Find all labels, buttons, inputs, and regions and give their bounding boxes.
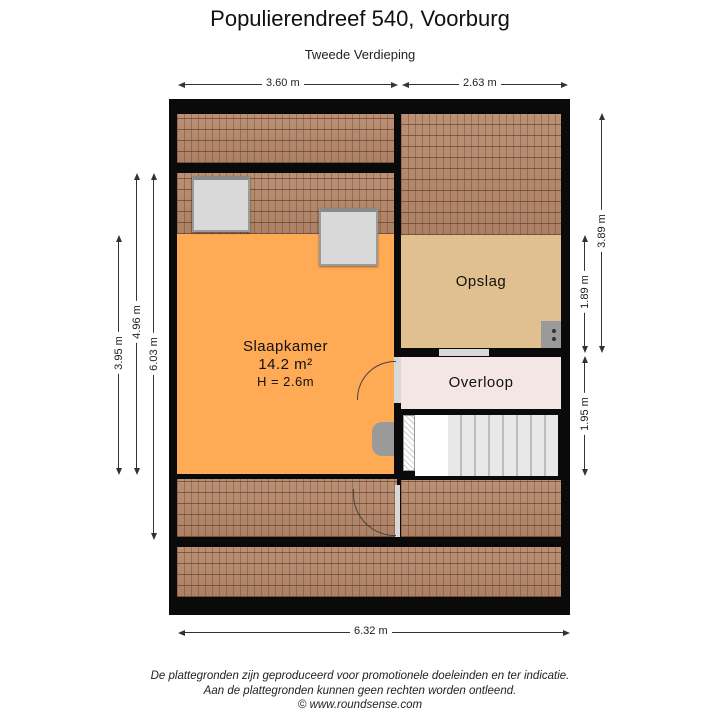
dimension-top-left [178,77,398,89]
arrow-up-icon [582,356,588,363]
staircase [415,415,558,476]
disclaimer-line-2: Aan de plattegronden kunnen geen rechten worden ontleend. [203,685,517,697]
room-name: Overloop [448,374,514,391]
dimension-left-outer [147,173,160,540]
dimension-right-upper [578,235,591,353]
arrow-up-icon [151,173,157,180]
dimension-label: 4.96 m [131,301,143,343]
dimension-label: 1.95 m [579,393,591,435]
room-name: Slaapkamer [242,338,329,355]
arrow-right-icon [563,630,570,636]
dimension-label: 2.63 m [459,77,501,89]
floor-subtitle: Tweede Verdieping [304,47,416,62]
page-title: Populierendreef 540, Voorburg [210,6,510,31]
skylight-window-2 [319,208,378,266]
copyright-link[interactable]: © www.roundsense.com [297,699,423,711]
room-overloop [401,357,561,409]
arrow-up-icon [116,235,122,242]
boiler-dot [552,329,556,333]
roof-area-top-right [401,114,561,235]
dimension-label: 6.03 m [148,333,160,375]
arrow-down-icon [116,468,122,475]
dimension-label: 3.60 m [262,77,304,89]
roof-area-bottom-right [401,480,561,537]
arrow-right-icon [391,82,398,88]
roof-area-bottom [177,547,561,597]
room-slaapkamer [177,234,394,474]
dimension-left-middle [130,173,143,475]
room-area: 14.2 m² [258,356,313,373]
skylight-window-1 [192,176,250,232]
dimension-label: 3.95 m [113,332,125,374]
dimension-label: 6.32 m [350,625,392,637]
arrow-down-icon [599,346,605,353]
arrow-up-icon [582,235,588,242]
room-opslag [401,235,561,348]
arrow-down-icon [151,533,157,540]
stair-steps [448,415,558,476]
arrow-left-icon [178,630,185,636]
boiler-icon [541,321,561,348]
dimension-top-right [402,77,568,89]
boiler-dot [552,337,556,341]
arrow-down-icon [582,346,588,353]
dimension-label: 3.89 m [596,210,608,252]
dimension-right-lower [578,356,591,476]
disclaimer-line-1: De plattegronden zijn geproduceerd voor promotionele doeleinden en ter indicatie. [150,670,570,682]
wall-stub [177,474,287,479]
arrow-down-icon [582,469,588,476]
dimension-left-inner [112,235,125,475]
arrow-left-icon [178,82,185,88]
arrow-left-icon [402,82,409,88]
arrow-up-icon [599,113,605,120]
dimension-bottom [178,625,570,637]
room-height: H = 2.6m [256,374,315,389]
arrow-up-icon [134,173,140,180]
arrow-down-icon [134,468,140,475]
radiator-icon [372,422,394,456]
stair-railing [403,415,415,471]
room-name: Opslag [455,273,507,290]
dimension-label: 1.89 m [579,271,591,313]
door-opslag [439,349,489,356]
dimension-right-outer [595,113,608,353]
roof-area-top-left [177,114,394,163]
arrow-right-icon [561,82,568,88]
floor-plan [169,99,570,615]
